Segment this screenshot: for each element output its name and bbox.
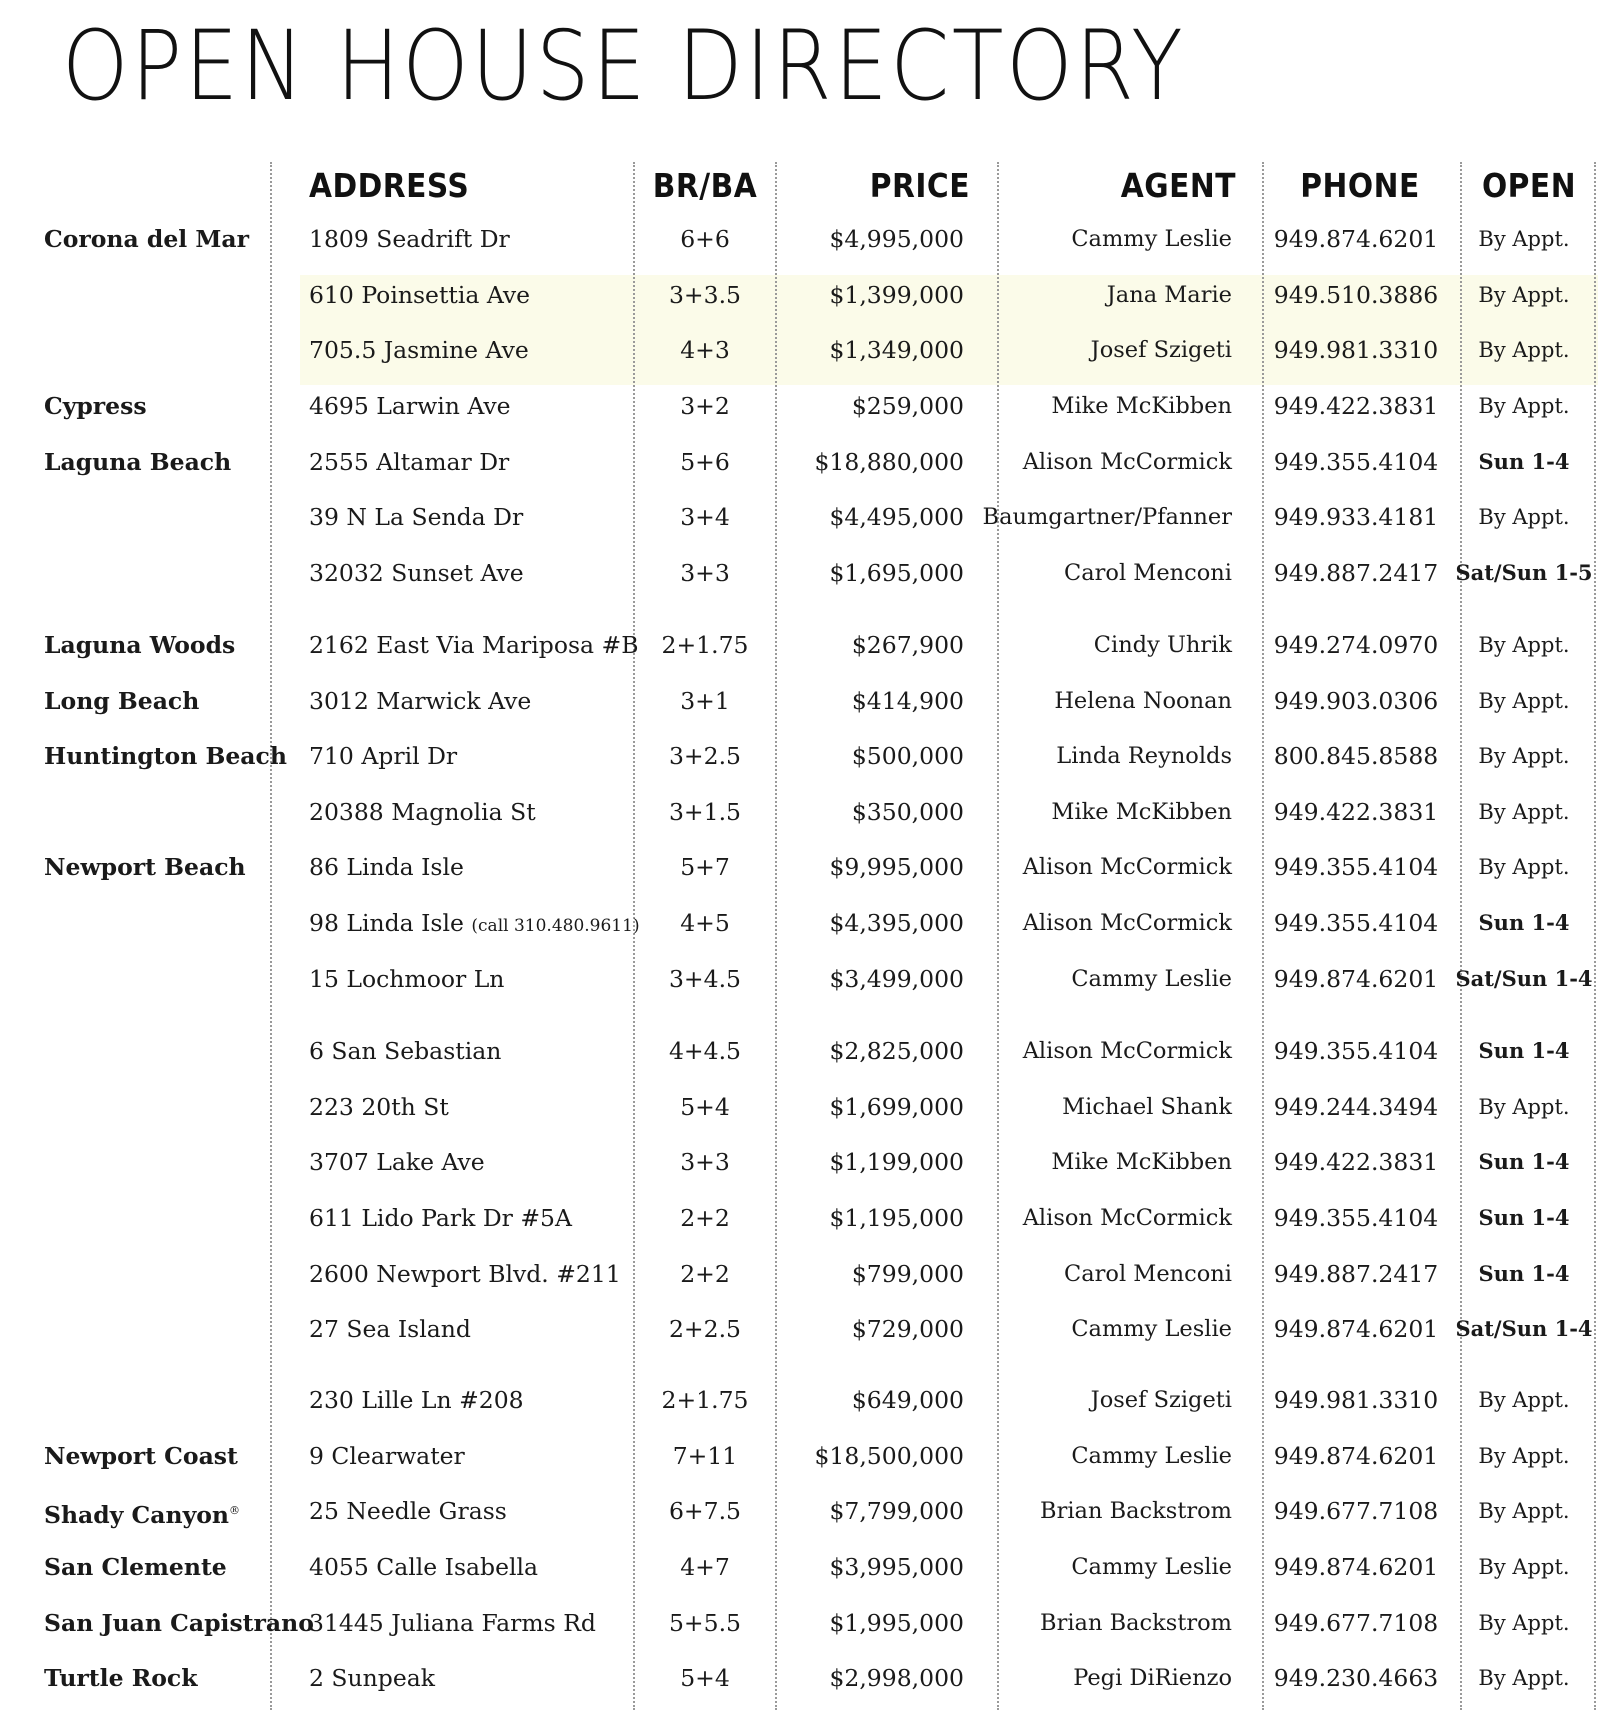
header-address: ADDRESS: [309, 166, 470, 205]
row-phone: 949.903.0306: [1273, 687, 1439, 715]
row-phone: 949.355.4104: [1273, 853, 1439, 881]
row-agent: Mike McKibben: [1051, 393, 1232, 419]
row-open: Sun 1-4: [1478, 910, 1570, 935]
row-price: $267,900: [851, 631, 964, 659]
row-brba: 2+2: [680, 1260, 730, 1288]
row-price: $18,500,000: [814, 1442, 964, 1470]
row-brba: 4+3: [680, 336, 730, 364]
row-agent: Cammy Leslie: [1071, 226, 1232, 252]
row-city: Cypress: [44, 392, 147, 420]
row-city: Laguna Beach: [44, 448, 232, 476]
header-open: OPEN: [1481, 166, 1577, 205]
row-brba: 4+4.5: [668, 1037, 741, 1065]
row-price: $350,000: [851, 798, 964, 826]
row-address: 1809 Seadrift Dr: [309, 225, 510, 253]
row-brba: 3+4.5: [668, 965, 741, 993]
row-address: 2600 Newport Blvd. #211: [309, 1260, 621, 1288]
row-agent: Brian Backstrom: [1040, 1498, 1232, 1524]
row-phone: 949.355.4104: [1273, 909, 1439, 937]
row-address: 710 April Dr: [309, 742, 458, 770]
row-address: 98 Linda Isle (call 310.480.9611): [309, 909, 640, 937]
row-price: $1,349,000: [829, 336, 964, 364]
row-address: 4055 Calle Isabella: [309, 1553, 539, 1581]
row-brba: 5+4: [680, 1093, 730, 1121]
row-address: 610 Poinsettia Ave: [309, 281, 531, 309]
row-price: $9,995,000: [829, 853, 964, 881]
row-agent: Linda Reynolds: [1056, 743, 1232, 769]
row-agent: Alison McCormick: [1022, 910, 1232, 936]
row-address: 31445 Juliana Farms Rd: [309, 1609, 596, 1637]
row-open: By Appt.: [1478, 1444, 1570, 1468]
page-title: OPEN HOUSE DIRECTORY: [62, 10, 1186, 122]
row-brba: 3+1: [680, 687, 730, 715]
row-brba: 3+2.5: [668, 742, 741, 770]
row-phone: 949.874.6201: [1273, 1315, 1439, 1343]
row-city: Newport Beach: [44, 853, 246, 881]
row-price: $1,699,000: [829, 1093, 964, 1121]
row-address: 86 Linda Isle: [309, 853, 464, 881]
row-address: 223 20th St: [309, 1093, 449, 1121]
row-open: By Appt.: [1478, 1611, 1570, 1635]
row-brba: 2+2: [680, 1204, 730, 1232]
row-phone: 949.874.6201: [1273, 1442, 1439, 1470]
row-agent: Alison McCormick: [1022, 1205, 1232, 1231]
row-brba: 3+1.5: [668, 798, 741, 826]
row-brba: 6+7.5: [668, 1497, 741, 1525]
row-agent: Alison McCormick: [1022, 1038, 1232, 1064]
row-open: By Appt.: [1478, 1095, 1570, 1119]
row-address: 27 Sea Island: [309, 1315, 471, 1343]
row-open: By Appt.: [1478, 505, 1570, 529]
row-phone: 949.422.3831: [1273, 392, 1439, 420]
row-open: Sat/Sun 1-4: [1455, 966, 1593, 991]
row-brba: 3+3: [680, 1148, 730, 1176]
row-price: $1,195,000: [829, 1204, 964, 1232]
header-brba: BR/BA: [652, 166, 758, 205]
column-divider: [775, 162, 777, 1710]
row-phone: 949.981.3310: [1273, 336, 1439, 364]
header-phone: PHONE: [1300, 166, 1420, 205]
row-open: By Appt.: [1478, 338, 1570, 362]
row-price: $1,199,000: [829, 1148, 964, 1176]
row-address: 6 San Sebastian: [309, 1037, 502, 1065]
row-address: 15 Lochmoor Ln: [309, 965, 505, 993]
row-city: Corona del Mar: [44, 225, 250, 253]
row-brba: 3+3: [680, 559, 730, 587]
row-brba: 5+7: [680, 853, 730, 881]
row-address: 4695 Larwin Ave: [309, 392, 511, 420]
registered-mark: ®: [228, 1504, 240, 1517]
row-price: $729,000: [851, 1315, 964, 1343]
row-address: 705.5 Jasmine Ave: [309, 336, 529, 364]
row-phone: 949.422.3831: [1273, 798, 1439, 826]
row-agent: Carol Menconi: [1064, 1261, 1232, 1287]
row-price: $4,995,000: [829, 225, 964, 253]
row-agent: Brian Backstrom: [1040, 1610, 1232, 1636]
row-agent: Cammy Leslie: [1071, 1554, 1232, 1580]
row-open: Sun 1-4: [1478, 1038, 1570, 1063]
row-agent: Josef Szigeti: [1090, 337, 1232, 363]
row-phone: 949.510.3886: [1273, 281, 1439, 309]
row-price: $259,000: [851, 392, 964, 420]
row-city: Newport Coast: [44, 1442, 238, 1470]
row-phone: 949.887.2417: [1273, 1260, 1439, 1288]
row-open: Sun 1-4: [1478, 449, 1570, 474]
header-agent: AGENT: [1120, 166, 1236, 205]
row-city: San Clemente: [44, 1553, 227, 1581]
row-agent: Mike McKibben: [1051, 799, 1232, 825]
row-open: By Appt.: [1478, 1666, 1570, 1690]
row-open: Sun 1-4: [1478, 1149, 1570, 1174]
row-price: $500,000: [851, 742, 964, 770]
row-agent: Cindy Uhrik: [1093, 632, 1232, 658]
row-address: 611 Lido Park Dr #5A: [309, 1204, 572, 1232]
row-price: $1,399,000: [829, 281, 964, 309]
row-phone: 949.887.2417: [1273, 559, 1439, 587]
row-city: Laguna Woods: [44, 631, 236, 659]
column-divider: [270, 162, 272, 1710]
row-open: By Appt.: [1478, 394, 1570, 418]
row-agent: Carol Menconi: [1064, 560, 1232, 586]
row-agent: Michael Shank: [1062, 1094, 1232, 1120]
row-price: $3,499,000: [829, 965, 964, 993]
row-price: $4,395,000: [829, 909, 964, 937]
row-price: $7,799,000: [829, 1497, 964, 1525]
row-brba: 5+6: [680, 448, 730, 476]
row-price: $1,695,000: [829, 559, 964, 587]
row-open: Sun 1-4: [1478, 1261, 1570, 1286]
row-address: 32032 Sunset Ave: [309, 559, 524, 587]
row-address: 2162 East Via Mariposa #B: [309, 631, 639, 659]
row-brba: 5+5.5: [668, 1609, 741, 1637]
row-brba: 4+5: [680, 909, 730, 937]
row-agent: Josef Szigeti: [1090, 1387, 1232, 1413]
row-phone: 949.677.7108: [1273, 1609, 1439, 1637]
row-price: $18,880,000: [814, 448, 964, 476]
row-open: By Appt.: [1478, 1555, 1570, 1579]
row-price: $2,825,000: [829, 1037, 964, 1065]
row-open: By Appt.: [1478, 1388, 1570, 1412]
row-address: 20388 Magnolia St: [309, 798, 536, 826]
row-brba: 2+1.75: [661, 631, 749, 659]
row-price: $3,995,000: [829, 1553, 964, 1581]
row-price: $414,900: [851, 687, 964, 715]
row-open: By Appt.: [1478, 227, 1570, 251]
row-brba: 4+7: [680, 1553, 730, 1581]
row-open: By Appt.: [1478, 855, 1570, 879]
row-city: Turtle Rock: [44, 1664, 198, 1692]
header-price: PRICE: [869, 166, 970, 205]
row-agent: Helena Noonan: [1054, 688, 1232, 714]
address-note: (call 310.480.9611): [471, 916, 640, 936]
row-agent: Mike McKibben: [1051, 1149, 1232, 1175]
row-brba: 2+1.75: [661, 1386, 749, 1414]
row-open: By Appt.: [1478, 800, 1570, 824]
row-open: By Appt.: [1478, 633, 1570, 657]
row-agent: Pegi DiRienzo: [1073, 1665, 1232, 1691]
row-open: By Appt.: [1478, 689, 1570, 713]
row-agent: Cammy Leslie: [1071, 1443, 1232, 1469]
row-agent: Alison McCormick: [1022, 449, 1232, 475]
row-brba: 3+3.5: [668, 281, 741, 309]
row-address: 25 Needle Grass: [309, 1497, 507, 1525]
row-address: 3707 Lake Ave: [309, 1148, 485, 1176]
row-address: 39 N La Senda Dr: [309, 503, 524, 531]
row-phone: 949.677.7108: [1273, 1497, 1439, 1525]
row-phone: 949.933.4181: [1273, 503, 1439, 531]
row-phone: 949.981.3310: [1273, 1386, 1439, 1414]
row-address: 2555 Altamar Dr: [309, 448, 510, 476]
row-agent: Alison McCormick: [1022, 854, 1232, 880]
row-brba: 3+2: [680, 392, 730, 420]
row-phone: 949.355.4104: [1273, 1037, 1439, 1065]
row-city: Shady Canyon®: [44, 1500, 240, 1529]
row-address: 230 Lille Ln #208: [309, 1386, 524, 1414]
row-brba: 6+6: [680, 225, 730, 253]
row-price: $2,998,000: [829, 1664, 964, 1692]
row-agent: Cammy Leslie: [1071, 966, 1232, 992]
row-phone: 949.230.4663: [1273, 1664, 1439, 1692]
column-divider: [997, 162, 999, 1710]
row-phone: 949.274.0970: [1273, 631, 1439, 659]
row-address: 2 Sunpeak: [309, 1664, 435, 1692]
row-open: By Appt.: [1478, 744, 1570, 768]
row-city: San Juan Capistrano: [44, 1609, 314, 1637]
row-city: Long Beach: [44, 687, 200, 715]
row-phone: 949.874.6201: [1273, 225, 1439, 253]
row-city: Huntington Beach: [44, 742, 287, 770]
row-phone: 949.355.4104: [1273, 1204, 1439, 1232]
row-price: $1,995,000: [829, 1609, 964, 1637]
row-phone: 800.845.8588: [1273, 742, 1439, 770]
row-brba: 2+2.5: [668, 1315, 741, 1343]
row-phone: 949.874.6201: [1273, 1553, 1439, 1581]
row-agent: Jana Marie: [1106, 282, 1232, 308]
row-open: Sat/Sun 1-5: [1455, 560, 1593, 585]
row-address: 9 Clearwater: [309, 1442, 465, 1470]
row-open: By Appt.: [1478, 283, 1570, 307]
row-price: $649,000: [851, 1386, 964, 1414]
row-open: Sun 1-4: [1478, 1205, 1570, 1230]
row-address: 3012 Marwick Ave: [309, 687, 532, 715]
row-price: $4,495,000: [829, 503, 964, 531]
row-agent: Baumgartner/Pfanner: [982, 504, 1232, 530]
row-brba: 7+11: [672, 1442, 738, 1470]
row-phone: 949.874.6201: [1273, 965, 1439, 993]
row-phone: 949.244.3494: [1273, 1093, 1439, 1121]
row-price: $799,000: [851, 1260, 964, 1288]
row-brba: 5+4: [680, 1664, 730, 1692]
row-phone: 949.422.3831: [1273, 1148, 1439, 1176]
row-open: Sat/Sun 1-4: [1455, 1316, 1593, 1341]
row-brba: 3+4: [680, 503, 730, 531]
row-open: By Appt.: [1478, 1499, 1570, 1523]
row-agent: Cammy Leslie: [1071, 1316, 1232, 1342]
row-phone: 949.355.4104: [1273, 448, 1439, 476]
